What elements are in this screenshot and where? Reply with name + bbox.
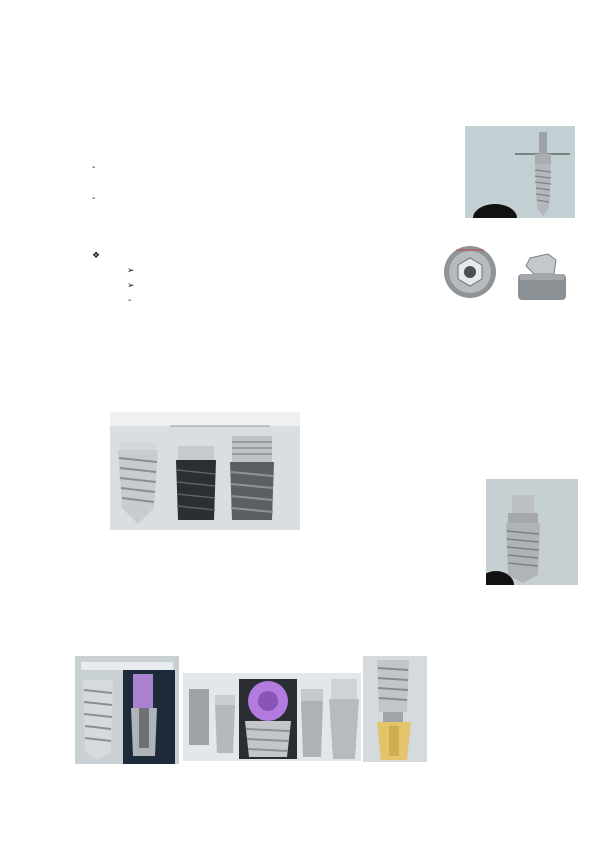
arrow-bullet-icon: ➢: [127, 280, 135, 290]
internal-connection-image-3: [363, 656, 427, 762]
dash-bullet: -: [92, 162, 96, 173]
internal-connection-image-1: [75, 656, 179, 764]
internal-connection-image-2: [183, 673, 361, 761]
hexagonal-connection-images: [438, 240, 578, 302]
monobloque-implant-image: [465, 126, 575, 218]
dash-bullet: -: [128, 295, 132, 306]
diamond-bullet-icon: ❖: [92, 250, 101, 260]
arrow-bullet-icon: ➢: [127, 265, 135, 275]
external-hex-implants-image: [110, 412, 300, 530]
dash-bullet: -: [92, 193, 96, 204]
conelock-implant-image: [486, 479, 578, 585]
